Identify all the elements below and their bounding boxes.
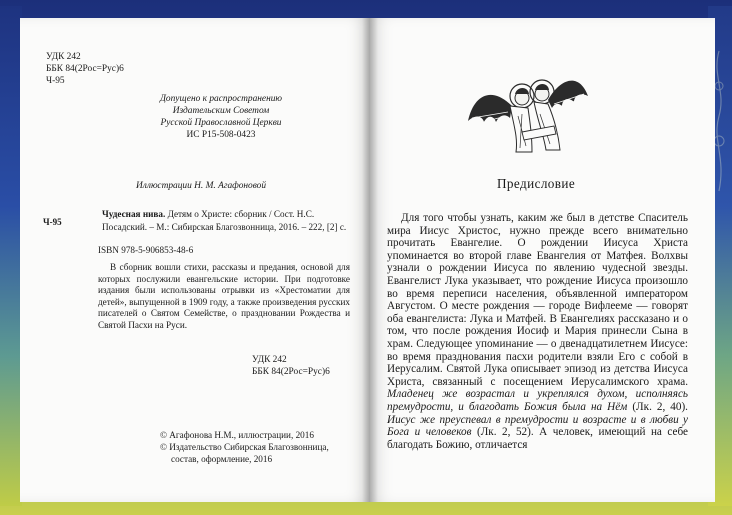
bbk-line: ББК 84(2Рос=Рус)6 [46,64,124,74]
author-mark: Ч-95 [43,217,62,227]
scripture-reference: (Лк. 2, 40). [627,400,688,413]
illustrator-credit: Иллюстрации Н. М. Агафоновой [136,181,267,191]
author-mark-line: Ч-95 [46,76,65,86]
book-spine-shadow [362,18,378,502]
isbn: ISBN 978-5-906853-48-6 [98,245,194,255]
preface-text: Для того чтобы узнать, каким же был в детстве Спаситель мира Иисус Христос, нужно прежде всего внимательно прочитать Евангелие. О рождении Иисуса Христа упоминается во второй главе Евангелия от Матфея. Волхвы узнали о рождении Иисуса по явлению чудесной звезды. Евангелист Лука указывает, что рождение Иисуса произошло во время переписи населения, объявленной императором Августом. О месте рождения — городе Вифлееме — говорят оба евангелиста: Лука и Матфей. В Евангелиях рассказано и о том, что после рождения Иосиф и Мария принесли Сына в храм. Следующее упоминание — о двенадцатилетнем Иисусе: во время празднования пасхи родители взяли Его с собой в Иерусалим. Святой Лука описывает эпизод из детства Иисуса Христа, связанный с посещением Иерусалимского храма. [387,212,688,388]
udc-bottom-line: УДК 242 [252,355,287,365]
approval-line: Издательским Советом [172,106,270,116]
udc-line: УДК 242 [46,52,81,62]
book-title: Чудесная нива. [102,209,166,219]
copyright-line: © Издательство Сибирская Благозвонница, [160,442,329,452]
angels-illustration [462,66,592,158]
scripture-quote: Младенец же возрастал и укреплялся духом, исполняясь премудрости, и благодать Божия была на Нём [387,388,688,413]
bibliographic-record [102,208,350,233]
annotation: В сборник вошли стихи, рассказы и предания, основой для которых послужили евангельские истории. При подготовке издания были использованы отрывки из «Хрестоматии для детей», выпущенной в 1909 году, а также произведения русских писателей о Святом Семействе, о праздновании Рождества и Святой Пасхи на Руси. [98,262,350,330]
bbk-bottom-line: ББК 84(2Рос=Рус)6 [252,367,330,377]
copyright-line: состав, оформление, 2016 [171,454,273,464]
preface-paragraph [387,212,688,451]
preface-body [387,212,688,451]
scripture-quote: Иисус же преуспевал в премудрости и возрасте и в любви у Бога и человеков [387,413,688,439]
bibliographic-details: Детям о Христе: сборник / Сост. Н.С. Посадский. – М.: Сибирская Благозвонница, 2016. – 222, [2] с. [102,209,347,232]
approval-line: Русской Православной Церкви [160,118,282,128]
approval-line: Допущено к распространению [159,94,283,104]
approval-code: ИС Р15-508-0423 [186,130,256,140]
copyright-line: © Агафонова Н.М., иллюстрации, 2016 [160,430,314,440]
scripture-reference: (Лк. 2, 52). А человек, имеющий на себе благодать Божию, отличается [387,426,688,451]
chapter-title: Предисловие [497,176,576,191]
cover-edge-left [0,6,22,506]
